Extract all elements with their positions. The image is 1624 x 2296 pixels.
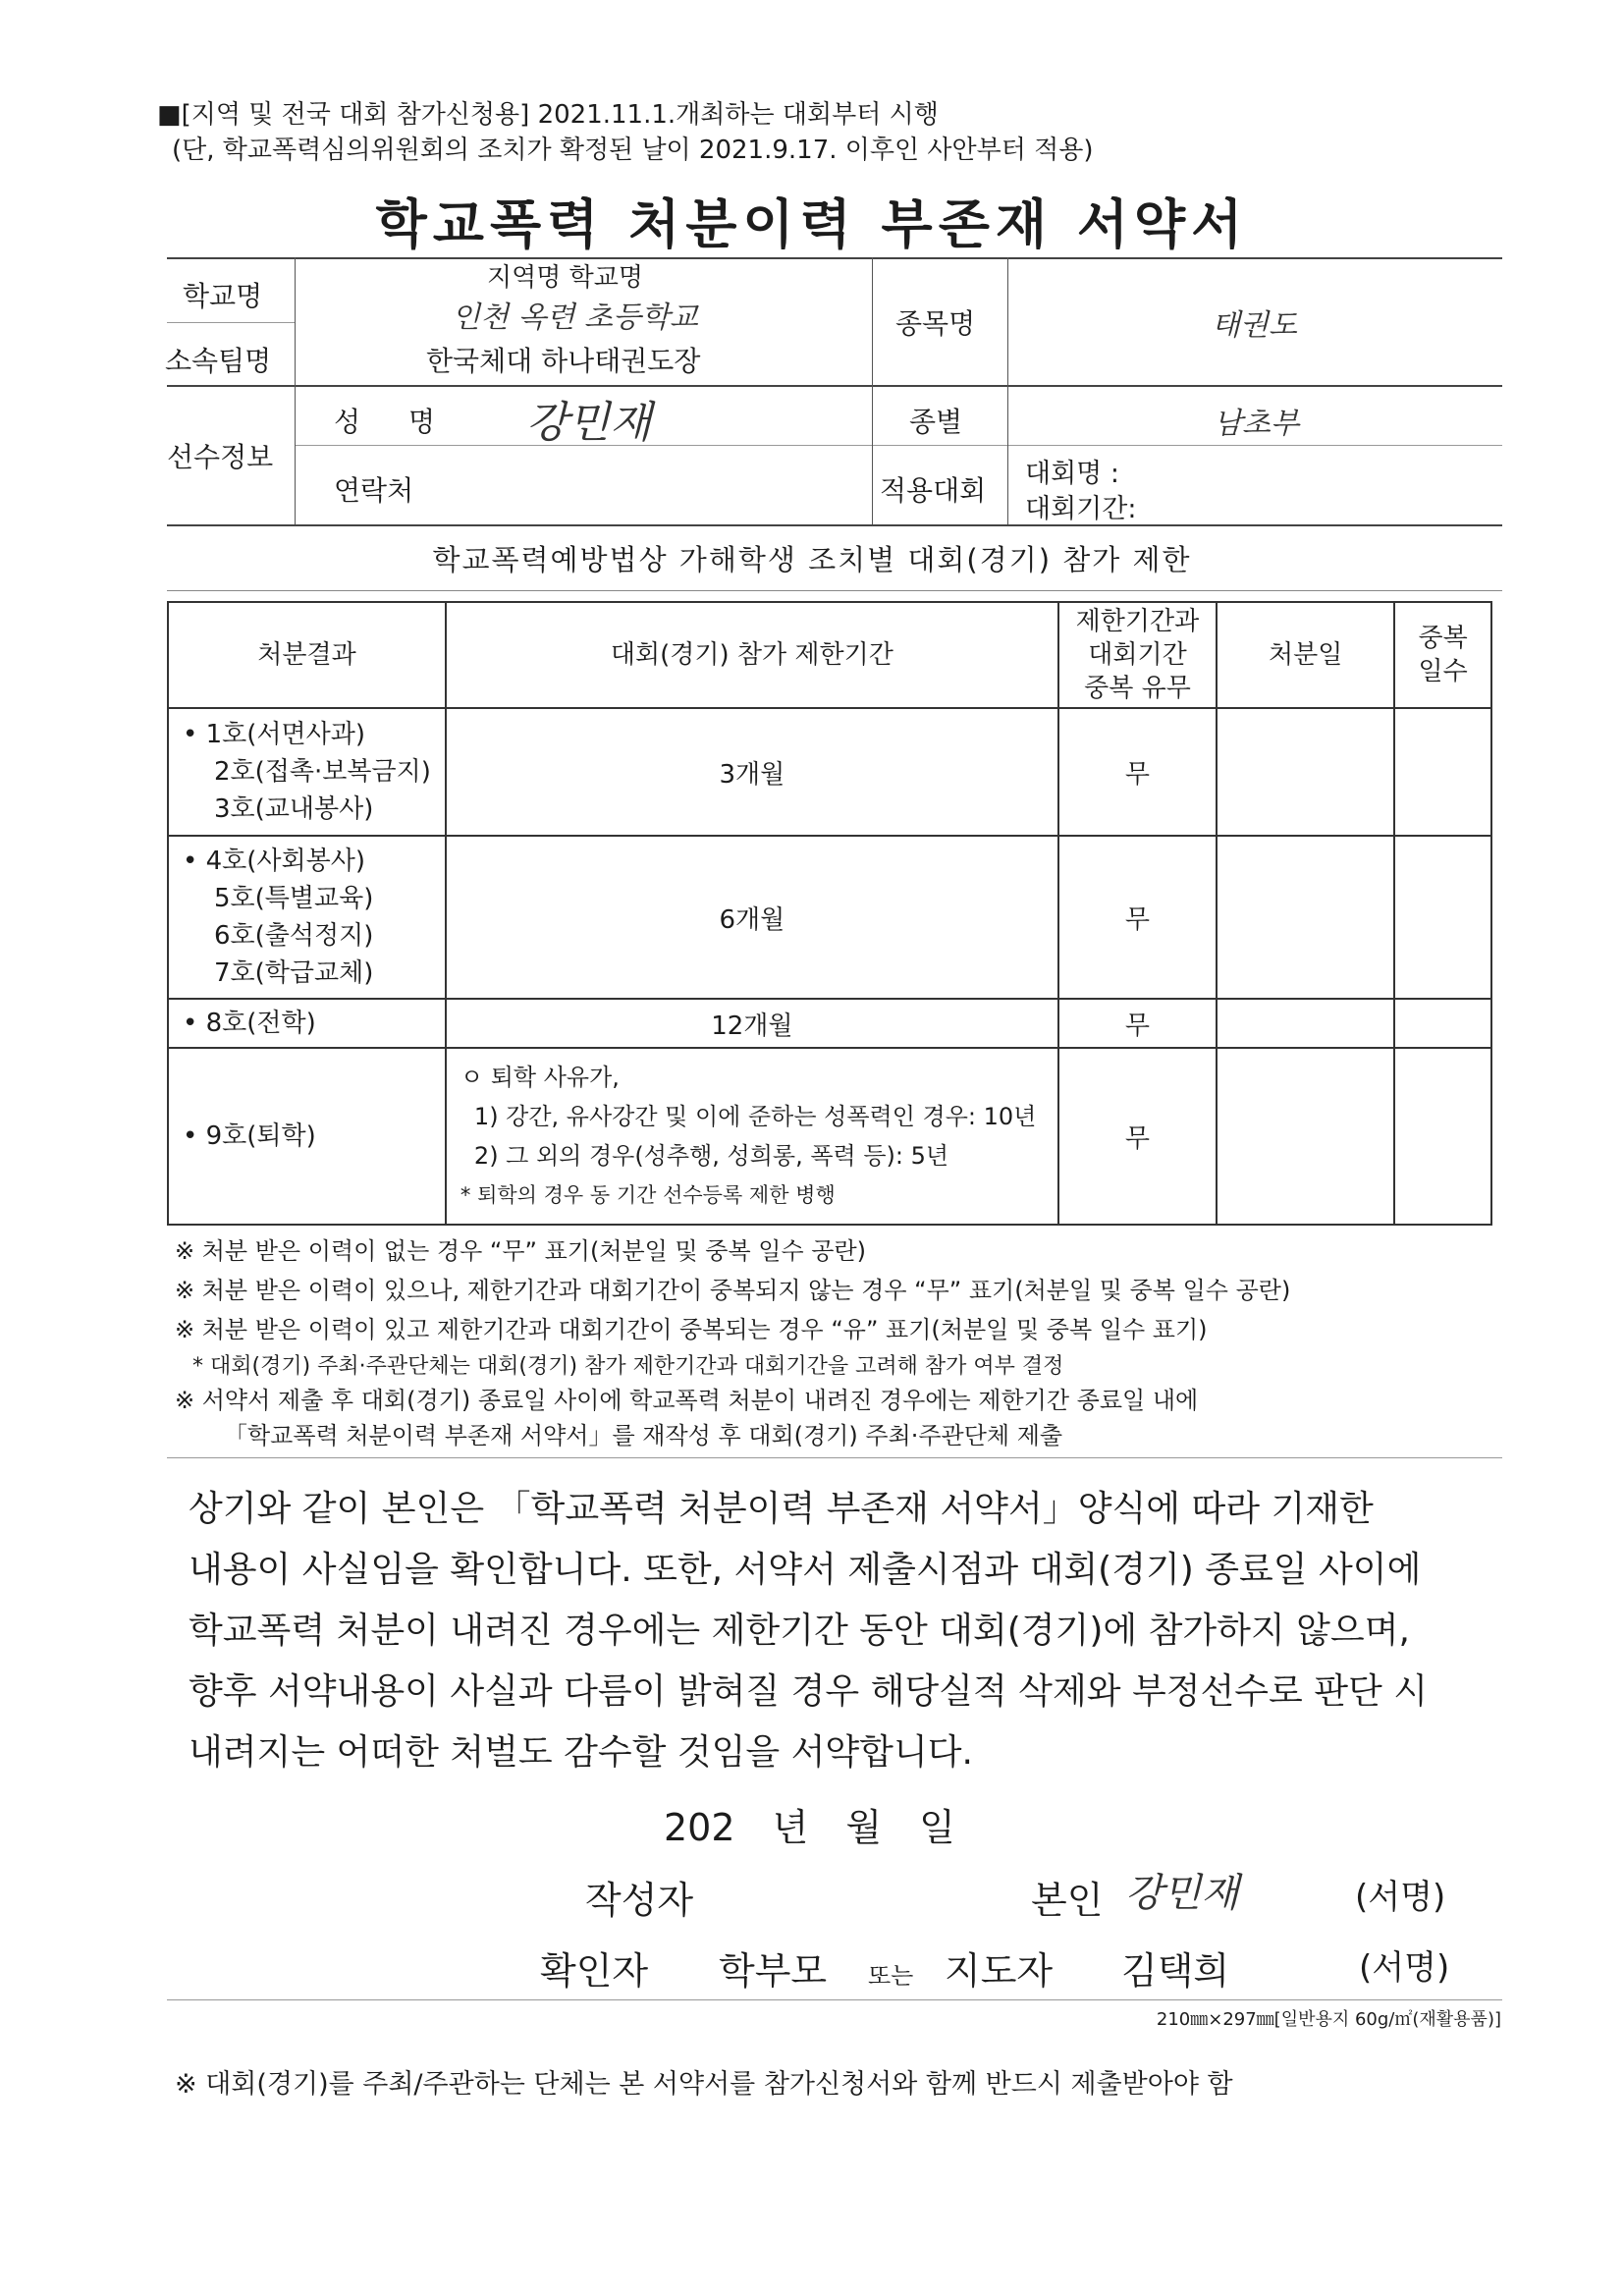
- info-bottom-border: [167, 524, 1502, 526]
- pledge-line: 내려지는 어떠한 처벌도 감수할 것임을 서약합니다.: [189, 1732, 973, 1773]
- expulsion-line: * 퇴학의 경우 동 기간 선수등록 제한 병행: [460, 1183, 836, 1207]
- header-result: 처분결과: [168, 602, 446, 708]
- name-label: 성 명: [334, 406, 455, 438]
- competition-period-label: 대회기간:: [1025, 494, 1137, 524]
- date-cell: [1217, 1048, 1394, 1225]
- subtitle-bottom-line: [167, 590, 1502, 591]
- note-6: 「학교폭력 처분이력 부존재 서약서」를 재작성 후 대회(경기) 주최·주관단체 제출: [224, 1422, 1063, 1449]
- coach-label: 지도자: [945, 1949, 1054, 1993]
- player-info-label: 선수정보: [167, 441, 274, 473]
- info-vline-3: [1007, 257, 1008, 524]
- or-label: 또는: [868, 1962, 914, 1990]
- pledge-paragraph: [189, 1479, 1485, 1783]
- team-value: 한국체대 하나태권도장: [426, 345, 701, 377]
- pledge-line: 상기와 같이 본인은 「학교폭력 처분이력 부존재 서약서」양식에 따라 기재한: [189, 1489, 1374, 1529]
- note-2: ※ 처분 받은 이력이 있으나, 제한기간과 대회기간이 중복되지 않는 경우 “무” 표기(처분일 및 중복 일수 공란): [175, 1277, 1291, 1304]
- info-vline-2: [872, 257, 873, 524]
- period-cell: 6개월: [446, 836, 1058, 999]
- overlap-cell: 무: [1058, 999, 1217, 1048]
- result-item: 5호(특별교육): [214, 884, 374, 913]
- date-cell: [1217, 999, 1394, 1048]
- period-cell: 12개월: [446, 999, 1058, 1048]
- self-seal: (서명): [1355, 1878, 1446, 1917]
- info-top-border: [167, 257, 1502, 259]
- pledge-line: 학교폭력 처분이 내려진 경우에는 제한기간 동안 대회(경기)에 참가하지 않으며,: [189, 1611, 1410, 1651]
- paper-spec: 210㎜×297㎜[일반용지 60g/㎡(재활용품)]: [1156, 2009, 1501, 2030]
- header-line-2: (단, 학교폭력심의위원회의 조치가 확정된 날이 2021.9.17. 이후인 사안부터 적용): [172, 136, 1094, 165]
- note-5: ※ 서약서 제출 후 대회(경기) 종료일 사이에 학교폭력 처분이 내려진 경우에는 제한기간 종료일 내에: [175, 1387, 1199, 1414]
- coach-seal: (서명): [1359, 1948, 1450, 1988]
- expulsion-line: ㅇ 퇴학 사유가,: [460, 1064, 620, 1091]
- school-value: 인천 옥련 초등학교: [452, 301, 698, 335]
- result-cell: [168, 708, 446, 836]
- days-cell: [1394, 708, 1491, 836]
- header-date: 처분일: [1217, 602, 1394, 708]
- division-value: 남초부: [1214, 407, 1299, 441]
- header-overlap-line-1: 제한기간과: [1075, 607, 1200, 636]
- pledge-line: 향후 서약내용이 사실과 다름이 밝혀질 경우 해당실적 삭제와 부정선수로 판단 시: [189, 1671, 1429, 1712]
- parent-label: 학부모: [719, 1949, 828, 1993]
- document-title: 학교폭력 처분이력 부존재 서약서: [375, 193, 1249, 255]
- coach-name: 김택희: [1121, 1949, 1230, 1993]
- division-label: 종별: [909, 406, 963, 438]
- note-1: ※ 처분 받은 이력이 없는 경우 “무” 표기(처분일 및 중복 일수 공란): [175, 1237, 867, 1265]
- days-cell: [1394, 999, 1491, 1048]
- event-value: 태권도: [1212, 308, 1297, 343]
- pledge-line: 내용이 사실임을 확인합니다. 또한, 서약서 제출시점과 대회(경기) 종료일 사이에: [189, 1550, 1422, 1590]
- note-4: * 대회(경기) 주최·주관단체는 대회(경기) 참가 제한기간과 대회기간을 고려해 참가 여부 결정: [192, 1354, 1064, 1379]
- info-divider-2: [295, 445, 1502, 446]
- info-divider-1: [167, 385, 1502, 387]
- result-cell: [168, 836, 446, 999]
- school-label: 학교명: [183, 280, 263, 312]
- table-row: [168, 1048, 1491, 1225]
- writer-label: 작성자: [585, 1879, 694, 1922]
- header-overlap-line-2: 대회기간: [1088, 640, 1187, 670]
- overlap-cell: 무: [1058, 836, 1217, 999]
- info-divider-school-team: [167, 322, 295, 323]
- table-row: [168, 708, 1491, 836]
- school-hint: 지역명 학교명: [487, 263, 643, 293]
- footer-note: ※ 대회(경기)를 주최/주관하는 단체는 본 서약서를 참가신청서와 함께 반드시 제출받아야 함: [175, 2069, 1233, 2100]
- team-label: 소속팀명: [165, 345, 272, 377]
- result-item: • 8호(전학): [183, 1009, 316, 1038]
- expulsion-line: 2) 그 외의 경우(성추행, 성희롱, 폭력 등): 5년: [473, 1142, 949, 1170]
- name-value: 강민재: [526, 398, 652, 448]
- competition-name-label: 대회명 :: [1025, 459, 1119, 489]
- date-cell: [1217, 708, 1394, 836]
- header-days: [1394, 602, 1491, 708]
- contact-label: 연락처: [334, 474, 414, 507]
- expulsion-detail-cell: [446, 1048, 1058, 1225]
- table-row: [168, 999, 1491, 1048]
- self-handwritten-name: 강민재: [1125, 1871, 1239, 1916]
- note-3: ※ 처분 받은 이력이 있고 제한기간과 대회기간이 중복되는 경우 “유” 표기(처분일 및 중복 일수 표기): [175, 1316, 1208, 1343]
- result-item: • 9호(퇴학): [183, 1121, 316, 1151]
- days-cell: [1394, 1048, 1491, 1225]
- notes-bottom-line: [167, 1457, 1502, 1458]
- result-item: • 4호(사회봉사): [183, 847, 366, 876]
- overlap-cell: 무: [1058, 708, 1217, 836]
- header-overlap-line-3: 중복 유무: [1084, 674, 1191, 703]
- result-item: 7호(학급교체): [214, 958, 374, 988]
- date-line: 202 년 월 일: [664, 1806, 955, 1849]
- header-days-line-2: 일수: [1418, 657, 1468, 686]
- header-period: 대회(경기) 참가 제한기간: [446, 602, 1058, 708]
- overlap-cell: 무: [1058, 1048, 1217, 1225]
- result-item: 6호(출석정지): [214, 921, 374, 951]
- result-item: 2호(접촉·보복금지): [214, 757, 431, 787]
- result-item: 3호(교내봉사): [214, 794, 374, 824]
- table-row: [168, 836, 1491, 999]
- header-overlap: [1058, 602, 1217, 708]
- days-cell: [1394, 836, 1491, 999]
- penalty-table: [167, 601, 1492, 1226]
- event-label: 종목명: [895, 307, 976, 340]
- bottom-line: [167, 1999, 1502, 2000]
- header-line-1: ■[지역 및 전국 대회 참가신청용] 2021.11.1.개최하는 대회부터 시행: [157, 100, 939, 130]
- info-vline-1: [295, 257, 296, 524]
- restriction-subtitle: 학교폭력예방법상 가해학생 조치별 대회(경기) 참가 제한: [432, 543, 1192, 576]
- confirmer-label: 확인자: [540, 1949, 649, 1993]
- date-cell: [1217, 836, 1394, 999]
- period-cell: 3개월: [446, 708, 1058, 836]
- header-days-line-1: 중복: [1418, 624, 1468, 653]
- result-item: • 1호(서면사과): [183, 720, 366, 749]
- self-label: 본인: [1031, 1879, 1104, 1922]
- table-header-row: [168, 602, 1491, 708]
- expulsion-line: 1) 강간, 유사강간 및 이에 준하는 성폭력인 경우: 10년: [473, 1103, 1037, 1130]
- result-cell: [168, 999, 446, 1048]
- result-cell: [168, 1048, 446, 1225]
- applied-competition-label: 적용대회: [880, 474, 987, 507]
